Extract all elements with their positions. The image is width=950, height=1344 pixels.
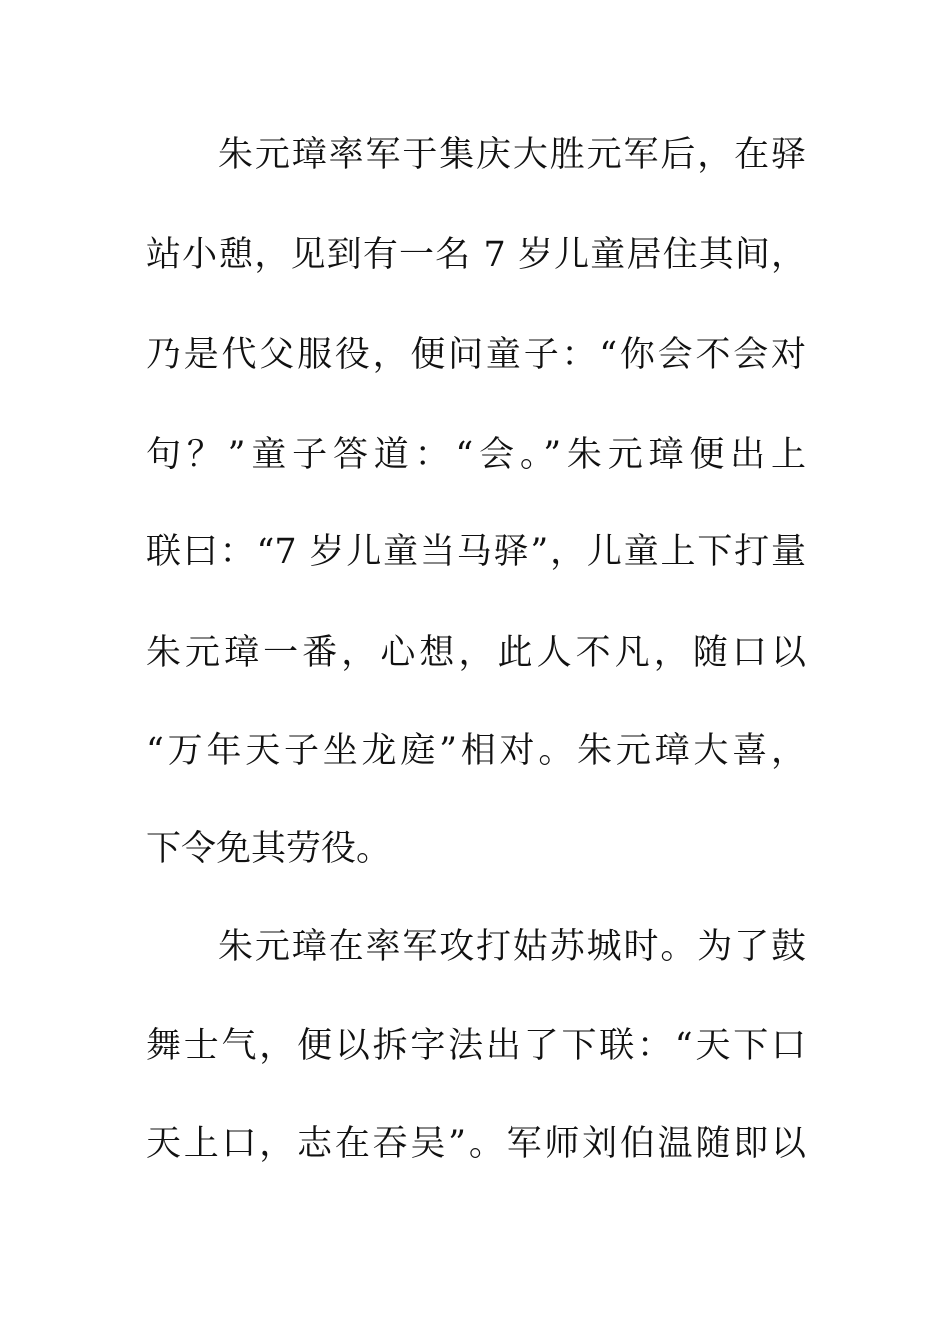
paragraph-1-line-2: 站小憩，见到有一名 7 岁儿童居住其间， — [146, 235, 806, 275]
paragraph-1-line-5: 联曰：“7 岁儿童当马驿”，儿童上下打量 — [146, 532, 806, 572]
paragraph-1-line-8: 下令免其劳役。 — [146, 829, 392, 869]
paragraph-1-line-4: 句？”童子答道：“会。”朱元璋便出上 — [146, 435, 806, 475]
paragraph-1-line-3: 乃是代父服役，便问童子：“你会不会对 — [146, 335, 806, 375]
paragraph-2-line-1: 朱元璋在率军攻打姑苏城时。为了鼓 — [218, 927, 806, 967]
paragraph-2-line-3: 天上口，志在吞吴”。军师刘伯温随即以 — [146, 1124, 806, 1164]
paragraph-2-line-2: 舞士气，便以拆字法出了下联：“天下口 — [146, 1026, 806, 1066]
paragraph-1-line-7: “万年天子坐龙庭”相对。朱元璋大喜， — [146, 731, 806, 771]
paragraph-1-line-1: 朱元璋率军于集庆大胜元军后，在驿 — [218, 135, 806, 175]
paragraph-1-line-6: 朱元璋一番，心想，此人不凡，随口以 — [146, 633, 806, 673]
